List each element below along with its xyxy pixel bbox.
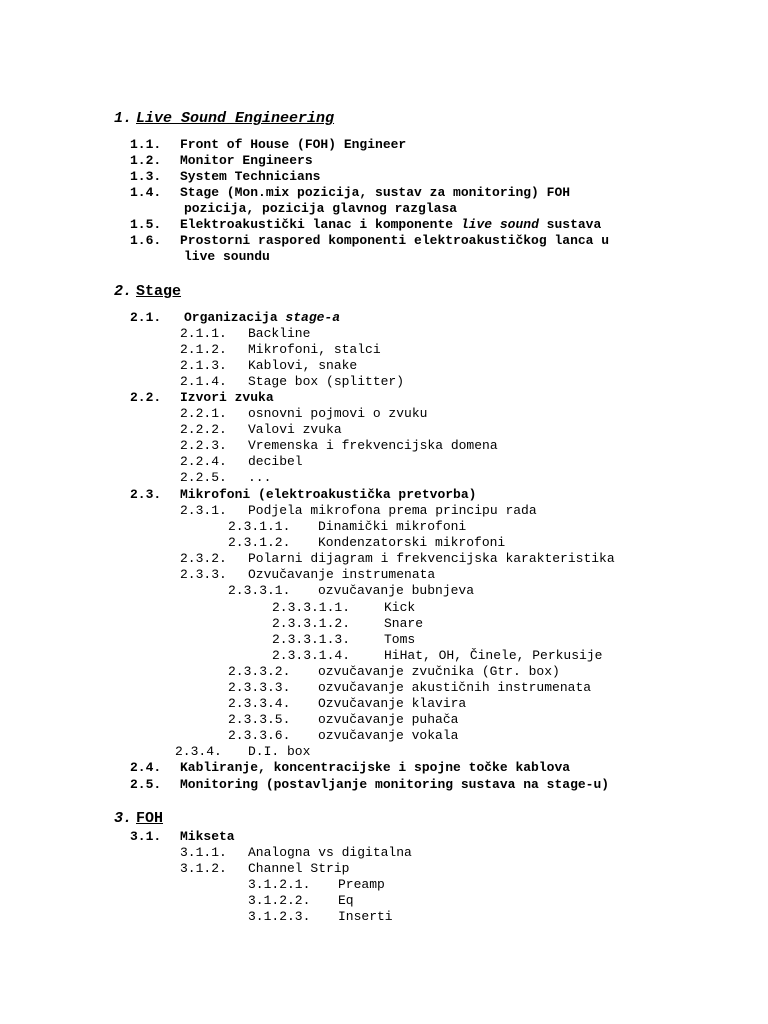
section-title: Stage [136, 283, 182, 300]
item-text: pozicija, pozicija glavnog razglasa [184, 201, 458, 216]
item-number: 1.3. [130, 169, 162, 184]
item-text-line [180, 137, 406, 153]
item-text-line [248, 470, 271, 486]
item-number: 2.3.3.6. [228, 728, 291, 743]
item-number: 2.3.3.3. [228, 680, 291, 695]
item-text: Stage (Mon.mix pozicija, sustav za monitoring) FOH [180, 185, 571, 200]
item-number: 1.4. [130, 185, 162, 200]
item-text-line [180, 760, 570, 776]
item-text: ozvučavanje vokala [318, 728, 459, 743]
item-number: 2.3.1.2. [228, 535, 291, 550]
item-number: 2.2.2. [180, 422, 227, 437]
item-text-line [248, 503, 537, 519]
item-text: Mikrofoni, stalci [248, 342, 381, 357]
item-text: Kondenzatorski mikrofoni [318, 535, 506, 550]
item-number: 2.3.3.1.3. [272, 632, 351, 647]
item-number: 2.3.3.1. [228, 583, 291, 598]
section-number: 2. [114, 283, 133, 300]
item-text: ... [248, 470, 272, 485]
item-text: Organizacija [184, 310, 286, 325]
item-number: 1.2. [130, 153, 162, 168]
item-number: 3.1. [130, 829, 162, 844]
item-number: 3.1.2. [180, 861, 227, 876]
item-text: Vremenska i frekvencijska domena [248, 438, 498, 453]
item-text-line [180, 487, 476, 503]
item-text-line [184, 310, 340, 326]
item-number: 2.1. [130, 310, 162, 325]
item-text: Polarni dijagram i frekvencijska karakteristika [248, 551, 615, 566]
item-text: Mikrofoni (elektroakustička pretvorba) [180, 487, 477, 502]
item-number: 1.1. [130, 137, 162, 152]
item-text-line [248, 454, 303, 470]
item-text-line [248, 374, 404, 390]
item-text: Kick [384, 600, 416, 615]
item-text-line [384, 632, 415, 648]
item-text-line [180, 217, 601, 233]
item-text-line [384, 616, 423, 632]
item-text: Ozvučavanje klavira [318, 696, 467, 711]
item-text-line [318, 535, 505, 551]
item-text: Izvori zvuka [180, 390, 274, 405]
item-text: ozvučavanje puhača [318, 712, 459, 727]
item-text-line [248, 342, 381, 358]
item-text: System Technicians [180, 169, 321, 184]
item-text-line [184, 201, 457, 217]
item-number: 2.1.4. [180, 374, 227, 389]
item-number: 2.3.3.1.4. [272, 648, 351, 663]
item-text-line [180, 390, 274, 406]
item-text-line [318, 664, 560, 680]
item-text-line [248, 861, 349, 877]
item-text: ozvučavanje bubnjeva [318, 583, 475, 598]
item-number: 1.6. [130, 233, 162, 248]
item-text: D.I. box [248, 744, 311, 759]
item-number: 2.5. [130, 777, 162, 792]
section-number: 1. [114, 110, 133, 127]
item-number: 2.3.4. [175, 744, 222, 759]
item-number: 1.5. [130, 217, 162, 232]
item-text: Kablovi, snake [248, 358, 358, 373]
item-number: 2.2.1. [180, 406, 227, 421]
item-text: Prostorni raspored komponenti elektroakustičkog lanca u [180, 233, 610, 248]
item-text-line [180, 153, 313, 169]
item-number: 3.1.2.2. [248, 893, 311, 908]
item-text-line [180, 829, 235, 845]
item-text-line [248, 406, 427, 422]
item-text: Preamp [338, 877, 385, 892]
item-text-line [384, 648, 602, 664]
item-text: ozvučavanje zvučnika (Gtr. box) [318, 664, 560, 679]
item-number: 2.3.1.1. [228, 519, 291, 534]
item-text: Monitoring (postavljanje monitoring sustava na stage-u) [180, 777, 610, 792]
item-text: Toms [384, 632, 416, 647]
item-text-line [248, 358, 357, 374]
item-text-line [248, 438, 498, 454]
item-text: Ozvučavanje instrumenata [248, 567, 436, 582]
item-text-line [338, 909, 393, 925]
item-italic-text: stage-a [285, 310, 341, 325]
item-text: Analogna vs digitalna [248, 845, 412, 860]
item-text: osnovni pojmovi o zvuku [248, 406, 428, 421]
item-text: Inserti [338, 909, 393, 924]
item-text-rest: sustava [538, 217, 602, 232]
item-text-line [318, 583, 474, 599]
item-text-line [384, 600, 415, 616]
item-number: 3.1.2.3. [248, 909, 311, 924]
item-text: ozvučavanje akustičnih instrumenata [318, 680, 592, 695]
item-text: Elektroakustički lanac i komponente [180, 217, 461, 232]
item-number: 2.3.3.1.1. [272, 600, 351, 615]
item-text: Dinamički mikrofoni [318, 519, 467, 534]
item-number: 3.1.2.1. [248, 877, 311, 892]
item-number: 2.2.4. [180, 454, 227, 469]
item-number: 2.3.2. [180, 551, 227, 566]
item-number: 2.3.3. [180, 567, 227, 582]
item-text: Stage box (splitter) [248, 374, 405, 389]
item-text-line [318, 680, 591, 696]
item-text-line [248, 845, 412, 861]
item-text-line [180, 169, 320, 185]
item-number: 2.3.3.4. [228, 696, 291, 711]
section-title: Live Sound Engineering [136, 110, 335, 127]
item-text: Podjela mikrofona prema principu rada [248, 503, 537, 518]
item-number: 2.1.1. [180, 326, 227, 341]
item-text: decibel [248, 454, 303, 469]
item-text-line [180, 777, 609, 793]
item-text-line [338, 877, 385, 893]
item-number: 2.2.5. [180, 470, 227, 485]
item-text-line [248, 744, 310, 760]
item-text: Kabliranje, koncentracijske i spojne točke kablova [180, 760, 571, 775]
item-text-line [318, 696, 466, 712]
item-text-line [248, 326, 310, 342]
item-text: live soundu [184, 249, 270, 264]
item-number: 2.1.2. [180, 342, 227, 357]
item-number: 2.3.3.5. [228, 712, 291, 727]
item-text-line [318, 519, 466, 535]
item-number: 2.3.3.1.2. [272, 616, 351, 631]
item-text-line [184, 249, 270, 265]
item-number: 3.1.1. [180, 845, 227, 860]
item-number: 2.2. [130, 390, 162, 405]
section-number: 3. [114, 810, 133, 827]
section-title: FOH [136, 810, 164, 827]
item-text: Eq [338, 893, 354, 908]
item-text-line [248, 422, 342, 438]
item-number: 2.1.3. [180, 358, 227, 373]
item-text: Valovi zvuka [248, 422, 342, 437]
item-text-line [248, 567, 435, 583]
item-text: Snare [384, 616, 424, 631]
item-text: HiHat, OH, Činele, Perkusije [384, 648, 603, 663]
item-text: Backline [248, 326, 311, 341]
item-text-line [248, 551, 615, 567]
item-number: 2.3.3.2. [228, 664, 291, 679]
item-number: 2.4. [130, 760, 162, 775]
item-text-line [180, 233, 609, 249]
item-text-line [180, 185, 570, 201]
item-text: Monitor Engineers [180, 153, 313, 168]
item-number: 2.2.3. [180, 438, 227, 453]
item-text-line [338, 893, 354, 909]
item-italic-text: live sound [460, 217, 539, 232]
item-number: 2.3.1. [180, 503, 227, 518]
item-text: Mikseta [180, 829, 235, 844]
item-text-line [318, 728, 458, 744]
item-text: Front of House (FOH) Engineer [180, 137, 407, 152]
item-number: 2.3. [130, 487, 162, 502]
item-text-line [318, 712, 458, 728]
item-text: Channel Strip [248, 861, 350, 876]
